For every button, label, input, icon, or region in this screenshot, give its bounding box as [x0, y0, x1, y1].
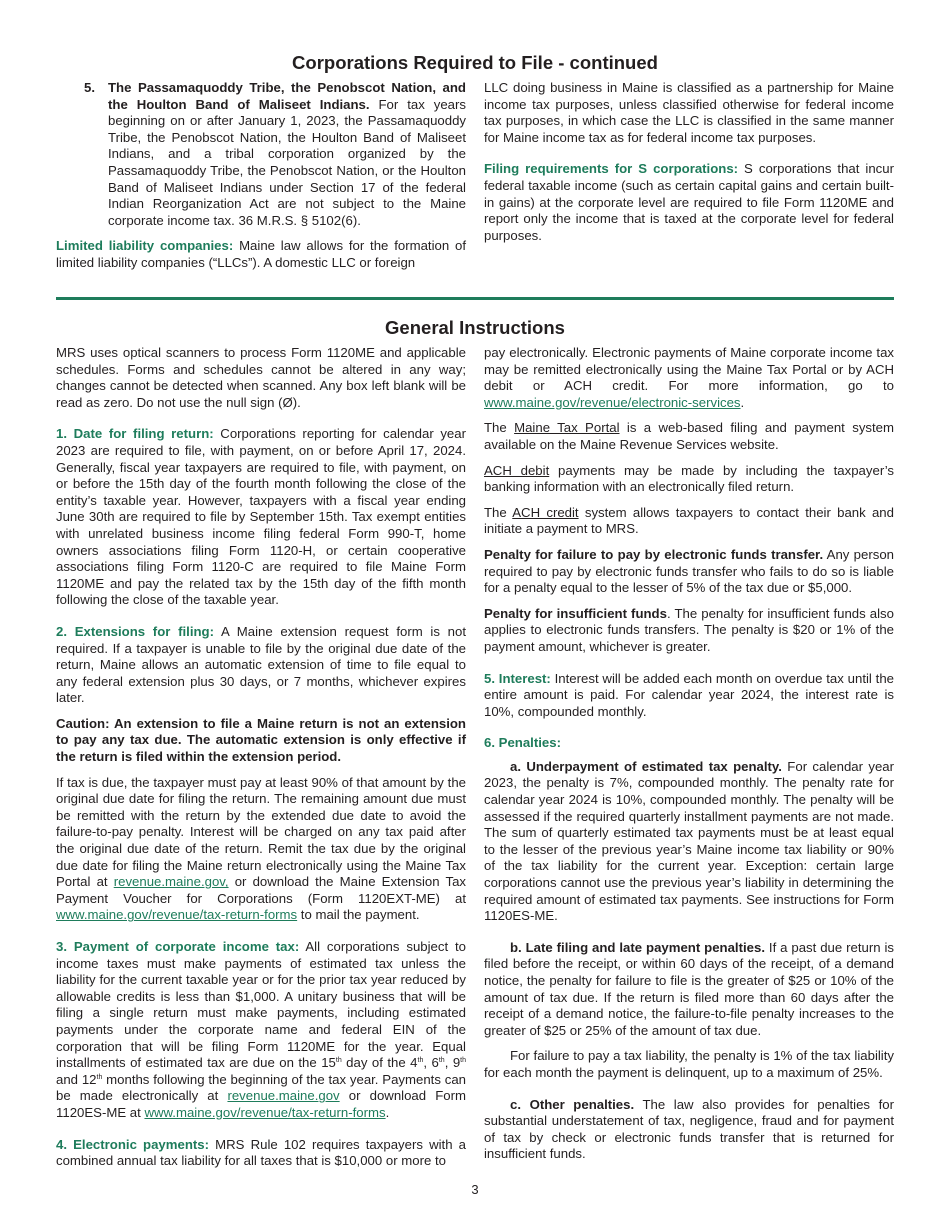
payment-text-a: All corporations subject to income taxes must make payments of estimated tax unless the liability for the current taxable year or for the prior tax year reduced by allowable credits is less than $1,000. A unitary business that will be filing a single return must make payments, including estimated payments under the corporate name and federal EIN of the corporation that will be filing Form 1120ME for the year. Equal installments of estimated tax are due on the 15 [56, 939, 467, 1071]
tax-due-text-b: or download the Maine Extension Tax Payment Voucher for Corporations (Form 1120EXT-ME) at [56, 874, 466, 906]
payment-text-c: , 6 [423, 1055, 439, 1071]
penalties-heading-paragraph [484, 735, 894, 752]
ach-credit-text-b: system allows taxpayers to contact their bank and initiate a payment to MRS. [484, 504, 894, 537]
llc-heading: Limited liability companies: [56, 238, 234, 254]
payment-text-e: and 12 [56, 1071, 97, 1087]
failure-to-pay-paragraph: For failure to pay a tax liability, the penalty is 1% of the tax liability for each month the payment is delinquent, up to a maximum of 25%. [484, 1048, 894, 1080]
payment-text-f: months following the beginning of the tax year. Payments can be made electronically at [56, 1071, 467, 1104]
electronic-payments-paragraph [56, 1137, 466, 1170]
tax-due-text-c: to mail the payment. [297, 907, 420, 923]
top-left-column [56, 80, 466, 281]
top-right-column [484, 80, 894, 253]
date-for-filing-heading: 1. Date for filing return: [56, 426, 214, 442]
other-penalties-heading: c. Other penalties. [510, 1096, 635, 1112]
section-title-general: General Instructions [385, 317, 565, 338]
eft-penalty-text: Any person required to pay by electronic funds transfer who fails to do so is liable for a penalty equal to the lesser of 5% of the tax due or $5,000. [484, 546, 894, 596]
section-divider [56, 297, 894, 300]
revenue-portal-link[interactable]: revenue.maine.gov, [113, 874, 229, 890]
portal-text-b: is a web-based filing and payment system available on the Maine Revenue Services website. [484, 420, 894, 452]
general-left-column [56, 345, 466, 1179]
eft-penalty-paragraph [484, 547, 894, 597]
nsf-penalty-heading: Penalty for insufficient funds [484, 605, 667, 621]
late-filing-penalty-heading: b. Late filing and late payment penalties. [510, 939, 765, 955]
eft-penalty-heading: Penalty for failure to pay by electronic funds transfer. [484, 546, 824, 562]
electronic-payments-heading: 4. Electronic payments: [56, 1136, 209, 1152]
late-filing-penalty-text: If a past due return is filed before the receipt, or within 60 days of the receipt, of a demand notice, the penalty for failure to file is the greater of $25 or 10% of the amount of tax due. If the return is filed more than 60 days after the receipt of a demand notice, the failure-to-file penalty increases to the greater of $25 or 25% of the amount of tax due. [484, 939, 894, 1038]
penalties-heading: 6. Penalties: [484, 735, 561, 751]
s-corp-text: S corporations that incur federal taxable income (such as certain capital gains and certain built-in gains) at the corporate level are required to file Form 1120ME and report only the income that is taxed at the corporate level for federal purposes. [484, 161, 894, 243]
tax-due-text-a: If tax is due, the taxpayer must pay at least 90% of that amount by the original due date for filing the return. The remaining amount due must be remitted with the return by the extended due date to avoid the failure-to-pay penalty. Interest will be charged on any tax paid after the original due date of the return. Remit the tax due by the original due date for filing the Maine return electronically using the Maine Tax Portal at [56, 774, 466, 890]
superscript: th [460, 1057, 466, 1065]
llc-continued: LLC doing business in Maine is classified as a partnership for Maine income tax purposes, unless classified otherwise for federal income tax purposes, in which case the LLC is classified in the same manner for Maine income tax as for federal income tax purposes. [484, 80, 894, 145]
date-for-filing-text: Corporations reporting for calendar year 2023 are required to file, with payment, on or before April 17, 2024. Generally, fiscal year taxpayers are required to file, with payment, on or before the 15th day of the fourth month following the close of the entity’s taxable year. However, taxpayers with a fiscal year ending June 30th are required to file by September 15th. Tax exempt entities with unrelated business income filing federal Form 990-T, home owners associations filing Form 1120-H, or certain cooperative associations filing Form 1120-C are required to file Maine Form 1120ME and pay the related tax by the 15th day of the fifth month following the close of the taxable year. [56, 426, 466, 608]
other-penalties-text: The law also provides for penalties for substantial understatement of tax, negligence, fraud and for payment of tax by check or electronic funds transfer that is returned for insufficient funds. [484, 1096, 894, 1162]
payment-paragraph [56, 939, 466, 1122]
electronic-payments-continued [484, 345, 894, 411]
item-5-heading: The Passamaquoddy Tribe, the Penobscot Nation, and the Houlton Band of Maliseet Indians. [108, 80, 466, 112]
tax-return-forms-link[interactable]: www.maine.gov/revenue/tax-return-forms [144, 1104, 386, 1120]
payment-text-g: or download Form 1120ES-ME at [56, 1088, 466, 1120]
intro-paragraph: MRS uses optical scanners to process Form 1120ME and applicable schedules. Forms and schedules cannot be altered in any way; changes cannot be detected when scanned. Any box left blank will be read as zero. Do not use the null sign (Ø). [56, 345, 466, 410]
item-5-text: For tax years beginning on or after January 1, 2023, the Passamaquoddy Tribe, the Penobscot Nation, the Houlton Band of Maliseet Indians, and a tribal corporation organized by the Passamaquoddy Tribe, the Penobscot Nation, or the Houlton Band of Maliseet Indians under Section 17 of the federal Indian Reorganization Act are not subject to the Maine corporate income tax. 36 M.R.S. § 5102(6). [108, 96, 466, 228]
general-right-column [484, 345, 894, 1172]
date-for-filing-paragraph [56, 426, 466, 609]
tax-return-forms-link[interactable]: www.maine.gov/revenue/tax-return-forms [56, 907, 298, 923]
late-filing-penalty-paragraph [484, 940, 894, 1040]
section-title-corporations: Corporations Required to File - continued [292, 52, 658, 73]
extensions-text: A Maine extension request form is not required. If a taxpayer is unable to file by the original due date of the return, Maine allows an automatic extension of time to file equal to any federal extension plus 30 days, or 7 months, whichever expires later. [56, 623, 467, 706]
electronic-payments-cont-b: . [740, 394, 745, 410]
nsf-penalty-text: . The penalty for insufficient funds also applies to electronic funds transfers. The penalty is $20 or 1% of the payment amount, whichever is greater. [484, 605, 894, 654]
maine-tax-portal-paragraph [484, 420, 894, 453]
portal-term: Maine Tax Portal [514, 420, 620, 436]
payment-text-h: . [385, 1104, 390, 1120]
caution-paragraph: Caution: An extension to file a Maine return is not an extension to pay any tax due. The automatic extension is only effective if the return is filed within the extension period. [56, 715, 466, 765]
page-number: 3 [471, 1182, 479, 1197]
item-5 [56, 80, 466, 229]
superscript: th [438, 1057, 445, 1065]
llc-text: Maine law allows for the formation of limited liability companies (“LLCs”). A domestic LLC or foreign [56, 238, 466, 270]
underpayment-penalty-heading: a. Underpayment of estimated tax penalty. [510, 758, 782, 774]
ach-credit-text-a: The [484, 504, 513, 520]
electronic-services-link[interactable]: www.maine.gov/revenue/electronic-services [484, 394, 741, 410]
llc-paragraph [56, 238, 466, 271]
other-penalties-paragraph [484, 1097, 894, 1163]
tax-due-paragraph [56, 775, 466, 924]
extensions-paragraph [56, 624, 466, 707]
ach-debit-term: ACH debit [484, 462, 550, 478]
payment-text-b: day of the 4 [341, 1055, 418, 1071]
superscript: th [335, 1057, 342, 1065]
interest-text: Interest will be added each month on overdue tax until the entire amount is paid. For calendar year 2024, the interest rate is 10%, compounded monthly. [484, 670, 894, 719]
item-5-number: 5. [84, 80, 95, 95]
s-corp-heading: Filing requirements for S corporations: [484, 161, 739, 177]
ach-debit-text: payments may be made by including the taxpayer’s banking information with an electronically filed return. [484, 462, 894, 495]
ach-credit-term: ACH credit [512, 504, 579, 520]
payment-heading: 3. Payment of corporate income tax: [56, 939, 300, 954]
extensions-heading: 2. Extensions for filing: [56, 623, 214, 639]
underpayment-penalty-text: For calendar year 2023, the penalty is 7%, compounded monthly. The penalty rate for calendar year 2024 is 10%, compounded monthly. The penalty will be assessed if the required quarterly installment payments are not made. The sum of quarterly estimated tax payments must be at least equal to the lesser of the previous year’s Maine income tax liability or 90% of the tax liability for the current year. Exception: certain large corporations cannot use the previous year’s liability in determining the required amount of estimated tax payments. See instructions for Form 1120ES-ME. [484, 758, 895, 924]
portal-text-a: The [484, 420, 515, 436]
nsf-penalty-paragraph [484, 606, 894, 656]
ach-credit-paragraph [484, 505, 894, 538]
s-corp-paragraph [484, 161, 894, 244]
ach-debit-paragraph [484, 463, 894, 496]
interest-paragraph [484, 671, 894, 721]
interest-heading: 5. Interest: [484, 670, 551, 686]
superscript: th [96, 1073, 103, 1081]
revenue-portal-link[interactable]: revenue.maine.gov [227, 1088, 340, 1104]
superscript: th [417, 1057, 424, 1065]
electronic-payments-text: MRS Rule 102 requires taxpayers with a combined annual tax liability for all taxes that is $10,000 or more to [56, 1136, 466, 1169]
payment-text-d: , 9 [444, 1055, 461, 1071]
electronic-payments-cont-a: pay electronically. Electronic payments of Maine corporate income tax may be remitted electronically using the Maine Tax Portal or by ACH debit or ACH credit. For more information, go to [484, 345, 894, 394]
underpayment-penalty-paragraph [484, 759, 894, 925]
